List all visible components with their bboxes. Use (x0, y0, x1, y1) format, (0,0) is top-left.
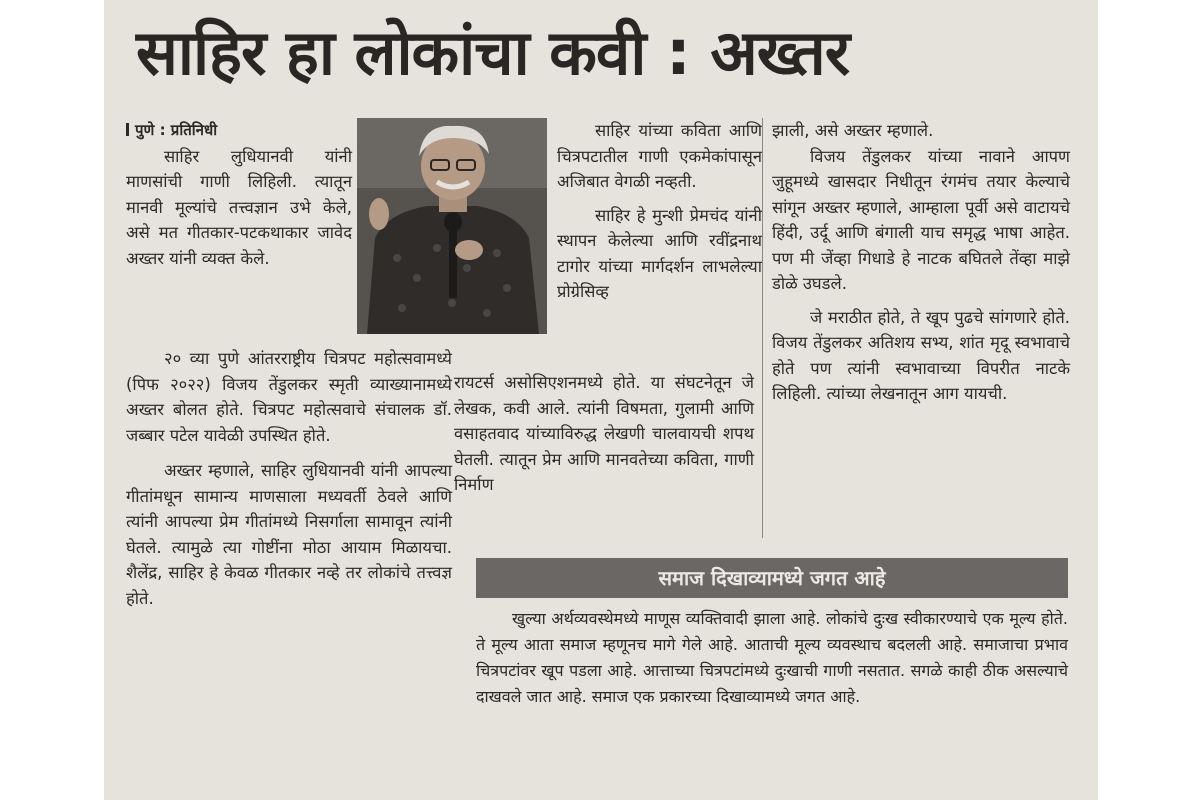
article-column-2 (557, 118, 762, 305)
paragraph: झाली, असे अख्तर म्हणाले. (772, 121, 934, 140)
speaker-portrait-icon (357, 118, 547, 334)
byline (126, 118, 352, 144)
article-column-2-lower (454, 370, 754, 498)
paragraph: जे मराठीत होते, ते खूप पुढचे सांगणारे होते. विजय तेंडुलकर अतिशय सभ्य, शांत मृदू स्वभावाचे होते पण त्यांनी स्वभावाच्या विपरीत नाटके लिहिली. त्यांच्या लेखनातून आग यायची. (772, 307, 1070, 403)
article-column-1 (126, 118, 352, 271)
paragraph: २० व्या पुणे आंतरराष्ट्रीय चित्रपट महोत्सवामध्ये (पिफ २०२२) विजय तेंडुलकर स्मृती व्याख्यानामध्ये अख्तर बोलत होते. चित्रपट महोत्सवाचे संचालक डॉ. जब्बार पटेल यावेळी उपस्थित होते. (126, 349, 452, 445)
byline-marker-icon (126, 123, 129, 136)
article-column-1-lower (126, 346, 452, 611)
article-column-3 (772, 118, 1070, 407)
byline-text: पुणे : प्रतिनिधी (135, 121, 218, 139)
subsection-body (476, 606, 1068, 710)
paragraph: साहिर हे मुन्शी प्रेमचंद यांनी स्थापन केलेल्या आणि रवींद्रनाथ टागोर यांच्या मार्गदर्शन लाभलेल्या प्रोग्रेसिव्ह (557, 205, 762, 301)
paragraph: अख्तर म्हणाले, साहिर लुधियानवी यांनी आपल्या गीतांमधून सामान्य माणसाला मध्यवर्ती ठेवले आणि त्यांनी आपल्या प्रेम गीतांमध्ये निसर्गाला सामावून त्यांनी घेतले. त्यामुळे त्या गोष्टींना मोठा आयाम मिळायचा. शैलेंद्र, साहिर हे केवळ गीतकार नव्हे तर लोकांचे तत्त्वज्ञ होते. (126, 461, 452, 608)
paragraph: साहिर यांच्या कविता आणि चित्रपटातील गाणी एकमेकांपासून अजिबात वेगळी नव्हती. (557, 121, 762, 191)
paragraph: साहिर लुधियानवी यांनी माणसांची गाणी लिहिली. त्यातून मानवी मूल्यांचे तत्त्वज्ञान उभे केले, असे मत गीतकार-पटकथाकार जावेद अख्तर यांनी व्यक्त केले. (126, 146, 352, 268)
paragraph: खुल्या अर्थव्यवस्थेमध्ये माणूस व्यक्तिवादी झाला आहे. लोकांचे दुःख स्वीकारण्याचे एक मूल्य होते. ते मूल्य आता समाज म्हणूनच मागे गेले आहे. आताची मूल्य व्यवस्थाच बदलली आहे. समाजाचा प्रभाव चित्रपटांवर खूप पडला आहे. आत्ताच्या चित्रपटांमध्ये दुःखाची गाणी नसतात. सगळे काही ठीक असल्याचे दाखवले जात आहे. समाज एक प्रकारच्या दिखाव्यामध्ये जगत आहे. (476, 609, 1068, 706)
subsection-heading: समाज दिखाव्यामध्ये जगत आहे (476, 558, 1068, 598)
paragraph: विजय तेंडुलकर यांच्या नावाने आपण जुहूमध्ये खासदार निधीतून रंगमंच तयार केल्याचे सांगून अख्तर म्हणाले, आम्हाला पूर्वी असे वाटायचे हिंदी, उर्दू आणि बंगाली याच समृद्ध भाषा आहेत. पण मी जेंव्हा गिधाडे हे नाटक बघितले तेंव्हा माझे डोळे उघडले. (772, 146, 1070, 293)
author-photo (357, 118, 547, 334)
column-divider (762, 118, 763, 538)
paragraph: रायटर्स असोसिएशनमध्ये होते. या संघटनेतून जे लेखक, कवी आले. त्यांनी विषमता, गुलामी आणि वसाहतवाद यांच्याविरुद्ध लेखणी चालवायची शपथ घेतली. त्यातून प्रेम आणि मानवतेच्या कविता, गाणी निर्माण (454, 373, 754, 494)
newspaper-clipping (104, 0, 1098, 800)
headline: साहिर हा लोकांचा कवी : अख्तर (136, 16, 850, 89)
